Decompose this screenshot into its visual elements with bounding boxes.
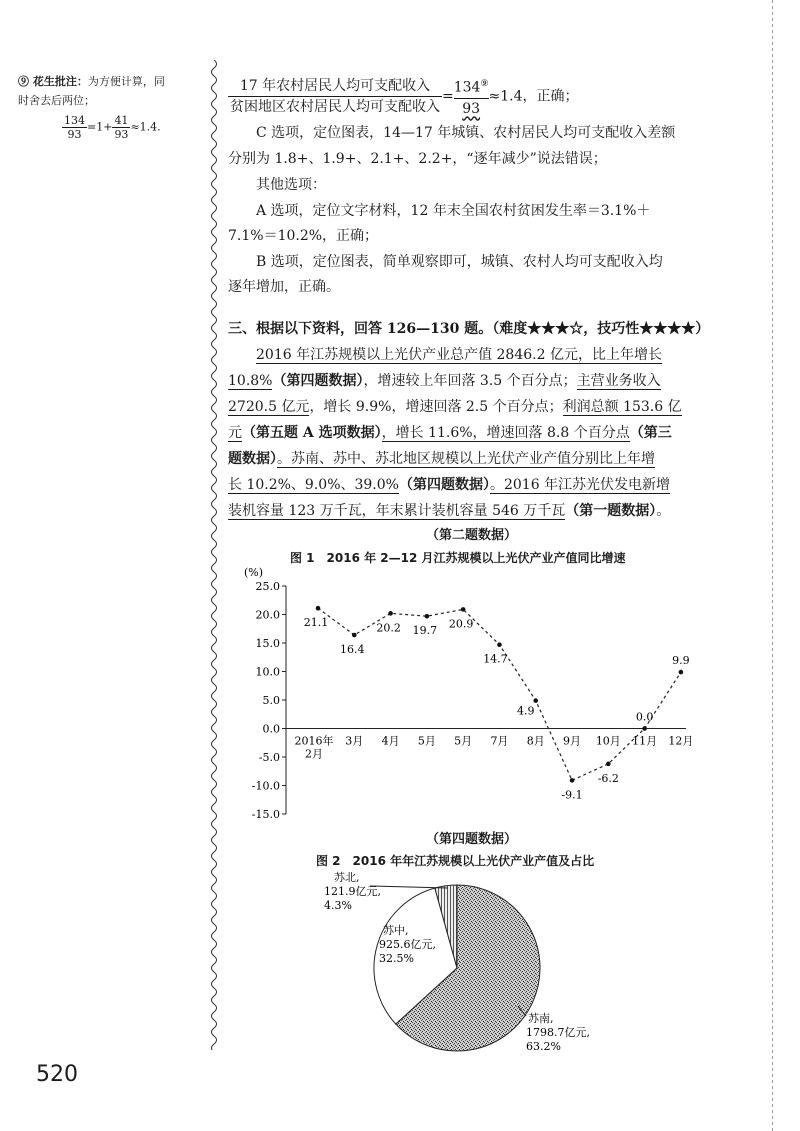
data-label: 4.9 [516, 704, 535, 718]
ratio-den: 贫困地区农村居民人均可支配收入 [230, 98, 440, 115]
x-tick-label: 3月 [345, 734, 364, 748]
x-tick-label: 2016年 [294, 734, 334, 748]
ratio-num: 17 年农村居民人均可支配收入 [228, 76, 442, 97]
side-note-title: ⑨ 花生批注： [18, 75, 88, 88]
material-p7: 装机容量 123 万千瓦，年末累计装机容量 546 万千瓦（第一题数据）。 [228, 503, 671, 519]
data-point [570, 778, 575, 783]
x-tick-label: 5月 [454, 734, 473, 748]
material-p5: 题数据）。苏南、苏中、苏北地区规模以上光伏产业产值分别比上年增 [228, 451, 655, 467]
eq-part1: =1+ [87, 120, 113, 134]
x-tick-label: 4月 [381, 734, 400, 748]
data-label: 19.7 [412, 624, 438, 638]
x-tick-label: 5月 [417, 734, 436, 748]
b-option-line1: B 选项，定位图表，简单观察即可，城镇、农村人均可支配收入均 [256, 254, 663, 270]
side-note-text2: 时舍去后两位； [18, 94, 95, 107]
growth-line-chart [230, 566, 700, 824]
fig2-title: 图 2 2016 年年江苏规模以上光伏产业产值及占比 [316, 854, 595, 868]
x-tick-label: 10月 [595, 734, 621, 748]
y-axis-unit: (%) [244, 566, 264, 579]
series-line [318, 608, 681, 780]
ratio-tail: ≈1.4，正确； [488, 88, 579, 105]
y-tick-label: 5.0 [262, 694, 280, 707]
ratio-eq: = [442, 88, 454, 105]
eq-part2: ≈1.4. [130, 120, 161, 134]
data-point [461, 607, 466, 612]
c-option-line2: 分别为 1.8+、1.9+、2.1+、2.2+，“逐年减少”说法错误； [228, 151, 607, 167]
ratio-small-num: 134 [453, 79, 481, 96]
material-p4: 元（第五题 A 选项数据），增长 11.6%，增速回落 8.8 个百分点（第三 [228, 425, 672, 441]
data-label: -9.1 [561, 788, 583, 802]
a-option-line2: 7.1%＝10.2%，正确； [228, 228, 379, 244]
b-option-line2: 逐年增加，正确。 [228, 279, 340, 295]
data-label: 9.9 [672, 654, 690, 668]
difficulty-rating: （难度★★★☆，技巧性★★★★） [492, 321, 710, 337]
pie-label-name: 苏北, [334, 871, 360, 884]
x-tick-label: 2月 [305, 747, 323, 761]
data-label: 20.9 [448, 617, 474, 631]
y-tick-label: 25.0 [255, 580, 280, 593]
pie-label-pct: 4.3% [324, 899, 352, 912]
side-note-formula [62, 114, 206, 141]
y-tick-label: 20.0 [255, 608, 280, 622]
data-point [425, 614, 430, 619]
data-point [388, 611, 393, 616]
side-note-text1: 为方便计算，同 [87, 75, 165, 88]
material-p2: 10.8%（第四题数据），增速较上年回落 3.5 个百分点；主营业务收入 [228, 373, 661, 389]
section3-heading: 三、根据以下资料，回答 126—130 题。（难度★★★☆，技巧性★★★★） [228, 321, 710, 337]
data-point [533, 698, 538, 703]
data-label: 20.2 [376, 621, 401, 635]
page-edge-dashes [772, 0, 773, 1131]
ratio-small-den: 93 [462, 100, 481, 117]
pie-label-name: 苏中, [383, 924, 409, 937]
margin-divider [206, 60, 222, 1050]
data-label: -6.2 [597, 771, 619, 785]
pie-label-pct: 63.2% [526, 1040, 561, 1053]
ratio-small-sup: ⑨ [480, 79, 489, 89]
pie-label-value: 121.9亿元, [324, 885, 381, 898]
frac1-den: 93 [67, 128, 82, 141]
pie-label-value: 925.6亿元, [379, 938, 436, 951]
x-tick-label: 9月 [563, 734, 582, 748]
x-tick-label: 8月 [526, 734, 545, 748]
y-tick-label: 10.0 [255, 665, 280, 679]
material-p6: 长 10.2%、9.0%、39.0%（第四题数据）。2016 年江苏光伏发电新增 [228, 477, 671, 493]
y-tick-label: -5.0 [258, 751, 280, 764]
a-option-line1: A 选项，定位文字材料，12 年末全国农村贫困发生率＝3.1%＋ [256, 203, 651, 219]
frac2-num: 41 [114, 114, 129, 127]
y-tick-label: -10.0 [251, 779, 280, 793]
page-number: 520 [36, 1062, 78, 1087]
data-point [352, 633, 357, 638]
data-point [606, 762, 611, 767]
pie-label-value: 1798.7亿元, [526, 1026, 590, 1039]
pie-label-pct: 32.5% [379, 952, 414, 965]
y-tick-label: -15.0 [251, 808, 280, 821]
frac1-num: 134 [64, 114, 85, 127]
data-point [679, 670, 684, 675]
ratio-formula [228, 74, 579, 119]
x-tick-label: 11月 [632, 734, 658, 748]
data-point [497, 642, 502, 647]
other-options-label: 其他选项： [256, 177, 326, 193]
data-label: 14.7 [483, 652, 508, 666]
frac2-den: 93 [114, 128, 129, 141]
pie-leader-line [370, 886, 448, 888]
y-tick-label: 15.0 [255, 637, 280, 650]
fig1-caption: （第二题数据） [426, 528, 518, 543]
data-label: 21.1 [303, 616, 329, 630]
output-share-pie-chart [300, 866, 630, 1056]
c-option-line1: C 选项，定位图表，14—17 年城镇、农村居民人均可支配收入差额 [256, 125, 676, 141]
data-label: 0.0 [635, 710, 654, 724]
pie-label-name: 苏南, [528, 1012, 554, 1025]
material-p3: 2720.5 亿元，增长 9.9%，增速回落 2.5 个百分点；利润总额 153.6 亿 [228, 399, 682, 415]
data-point [642, 726, 647, 731]
fig2-caption: （第四题数据） [426, 832, 518, 847]
material-p1: 2016 年江苏规模以上光伏产业总产值 2846.2 亿元，比上年增长 [256, 347, 662, 363]
data-point [316, 606, 321, 611]
x-tick-label: 12月 [668, 734, 694, 748]
y-tick-label: 0.0 [262, 722, 280, 736]
section3 [228, 318, 748, 518]
fig1-title: 图 1 2016 年 2—12 月江苏规模以上光伏产业产值同比增速 [290, 551, 626, 565]
x-tick-label: 7月 [490, 734, 509, 748]
answer-analysis [228, 74, 748, 294]
data-label: 16.4 [340, 643, 365, 657]
side-note [18, 72, 206, 141]
